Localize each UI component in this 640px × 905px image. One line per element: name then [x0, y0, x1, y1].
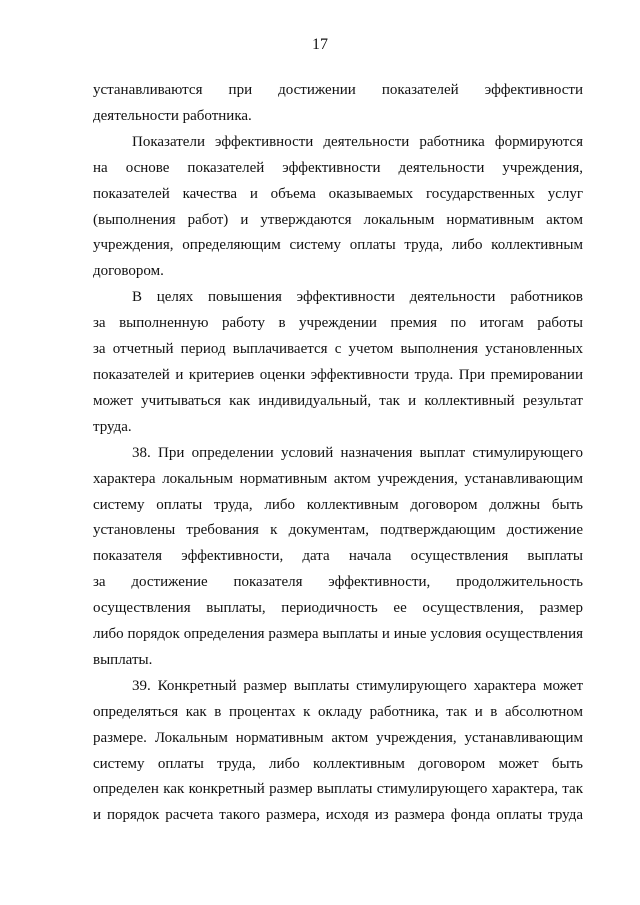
text-line: за выполненную работу в учреждении премия по итогам работы [93, 315, 583, 332]
text-line: за отчетный период выплачивается с учетом выполнения установленных [93, 341, 583, 358]
text-line: 39. Конкретный размер выплаты стимулирующего характера может [132, 677, 583, 694]
text-line: показателей качества и объема оказываемых государственных услуг [93, 185, 583, 202]
text-line: определен как конкретный размер выплаты стимулирующего характера, так [93, 781, 583, 798]
text-line: систему оплаты труда, либо коллективным договором должны быть [93, 496, 583, 513]
text-line: осуществления выплаты, периодичность ее осуществления, размер [93, 600, 583, 617]
page-number: 17 [312, 36, 328, 53]
paragraph [93, 285, 583, 440]
text-line: и порядок расчета такого размера, исходя из размера фонда оплаты труда [93, 807, 583, 824]
paragraph [93, 674, 583, 829]
text-line: труда. [93, 418, 132, 435]
text-line: показателей и критериев оценки эффективности труда. При премировании [93, 366, 583, 383]
text-line: систему оплаты труда, либо коллективным договором может быть [93, 755, 583, 772]
text-line: В целях повышения эффективности деятельности работников [132, 289, 583, 306]
text-line: может учитываться как индивидуальный, так и коллективный результат [93, 392, 583, 409]
text-line: Показатели эффективности деятельности работника формируются [132, 133, 583, 150]
text-line: учреждения, определяющим систему оплаты труда, либо коллективным [93, 237, 583, 254]
text-line: характера локальным нормативным актом учреждения, устанавливающим [93, 470, 583, 487]
text-line: 38. При определении условий назначения выплат стимулирующего [132, 444, 583, 461]
paragraph [93, 130, 583, 285]
document-body [93, 78, 583, 829]
paragraph [93, 78, 583, 130]
text-line: размере. Локальным нормативным актом учреждения, устанавливающим [93, 729, 583, 746]
text-line: определяться как в процентах к окладу работника, так и в абсолютном [93, 703, 583, 720]
text-line: показателя эффективности, дата начала осуществления выплаты [93, 548, 583, 565]
text-line: установлены требования к документам, подтверждающим достижение [93, 522, 583, 539]
text-line: (выполнения работ) и утверждаются локальным нормативным актом [93, 211, 583, 228]
text-line: за достижение показателя эффективности, продолжительность [93, 574, 583, 591]
text-line: устанавливаются при достижении показателей эффективности [93, 82, 583, 98]
text-line: выплаты. [93, 651, 153, 668]
text-line: договором. [93, 263, 164, 280]
text-line: деятельности работника. [93, 107, 252, 124]
text-line: на основе показателей эффективности деятельности учреждения, [93, 159, 583, 176]
text-line: либо порядок определения размера выплаты и иные условия осуществления [93, 626, 583, 643]
paragraph [93, 441, 583, 674]
